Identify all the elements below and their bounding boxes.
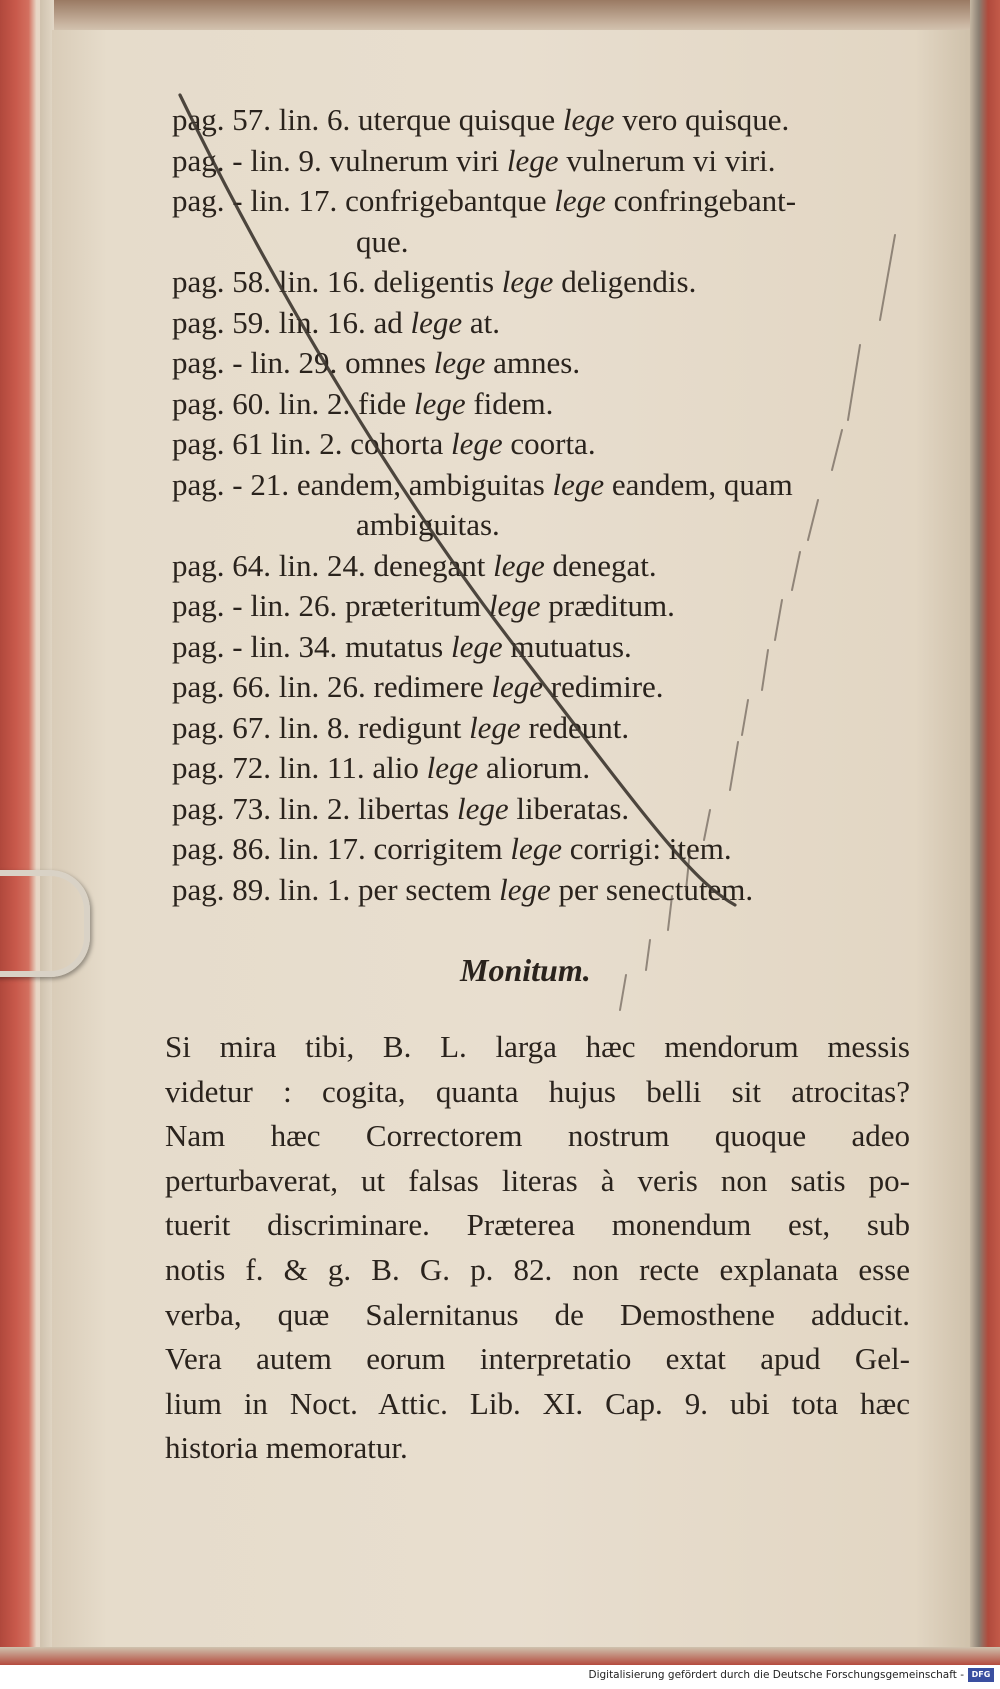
errata-ref: pag. 57. lin. 6.	[172, 102, 351, 137]
errata-lege: lege	[426, 750, 479, 785]
errata-ref: pag. 67. lin. 8.	[172, 709, 351, 745]
errata-right: præditum.	[548, 588, 675, 623]
errata-ref: pag. - lin. 9.	[172, 142, 322, 178]
errata-lege: lege	[491, 669, 544, 704]
book-bottom-edge	[0, 1647, 1000, 1665]
errata-wrong: redigunt	[358, 709, 462, 745]
errata-ref: pag. 60. lin. 2.	[172, 385, 351, 421]
errata-lege: lege	[488, 588, 541, 623]
book-right-edge	[970, 0, 1000, 1665]
errata-ref: pag. - 21.	[172, 466, 290, 502]
errata-row	[172, 546, 657, 586]
errata-right: per senectutem.	[558, 871, 754, 907]
errata-right: denegat.	[552, 547, 657, 583]
book-cover-edge	[0, 0, 52, 1665]
errata-row	[172, 141, 776, 181]
errata-row	[172, 343, 580, 383]
errata-right: confringebant-	[613, 183, 797, 218]
errata-ref: pag. - lin. 26.	[172, 588, 338, 623]
errata-wrong: omnes	[345, 345, 426, 380]
errata-continuation: que.	[356, 223, 409, 259]
errata-lege: lege	[469, 709, 521, 745]
errata-row	[172, 181, 796, 221]
errata-lege: lege	[433, 345, 486, 380]
errata-wrong: per sectem	[358, 871, 492, 907]
monitum-heading: Monitum.	[460, 952, 591, 988]
errata-wrong: eandem, ambiguitas	[296, 466, 545, 502]
monitum-line: videtur : cogita, quanta hujus belli sit atrocitas?	[165, 1073, 910, 1109]
errata-row	[172, 262, 696, 302]
errata-row	[172, 627, 632, 667]
errata-lege: lege	[499, 871, 551, 907]
errata-row	[172, 748, 590, 788]
footer-bar	[0, 1665, 1000, 1689]
errata-right: liberatas.	[516, 790, 630, 826]
monitum-line: perturbaverat, ut falsas literas à veris non satis po-	[165, 1162, 910, 1198]
errata-lege: lege	[552, 466, 605, 502]
footer-credit: Digitalisierung gefördert durch die Deutsche Forschungsgemeinschaft -	[588, 1669, 964, 1681]
errata-row	[172, 870, 753, 910]
errata-wrong: deligentis	[373, 264, 495, 299]
monitum-line: Nam hæc Correctorem nostrum quoque adeo	[165, 1118, 910, 1154]
book-top-edge	[0, 0, 1000, 34]
errata-wrong: fide	[358, 385, 407, 421]
errata-row	[172, 667, 664, 707]
monitum-line: historia memoratur.	[165, 1430, 408, 1466]
errata-ref: pag. 61 lin. 2.	[172, 426, 343, 461]
errata-wrong: mutatus	[345, 628, 444, 664]
errata-ref: pag. 66. lin. 26.	[172, 669, 366, 704]
errata-right: at.	[469, 304, 501, 340]
monitum-line: tuerit discriminare. Præterea monendum est, sub	[165, 1207, 910, 1243]
errata-row	[172, 100, 789, 140]
errata-row	[172, 789, 629, 829]
errata-row	[172, 424, 596, 464]
errata-wrong: corrigitem	[373, 831, 503, 866]
errata-right: eandem, quam	[611, 466, 793, 502]
errata-lege: lege	[501, 264, 554, 299]
errata-right: redimire.	[550, 669, 664, 704]
errata-wrong: denegant	[373, 547, 486, 583]
monitum-line: notis f. & g. B. G. p. 82. non recte explanata esse	[165, 1252, 910, 1287]
errata-lege: lege	[562, 102, 615, 137]
errata-row	[172, 829, 732, 869]
errata-ref: pag. - lin. 17.	[172, 183, 338, 218]
errata-lege: lege	[450, 426, 503, 461]
errata-ref: pag. - lin. 34.	[172, 628, 338, 664]
errata-right: redeunt.	[528, 709, 630, 745]
errata-wrong: præteritum	[345, 588, 482, 623]
errata-wrong: vulnerum viri	[329, 142, 500, 178]
monitum-line: verba, quæ Salernitanus de Demosthene adducit.	[165, 1296, 910, 1332]
errata-wrong: ad	[373, 304, 403, 340]
errata-lege: lege	[554, 183, 606, 218]
errata-wrong: alio	[372, 750, 419, 785]
errata-right: aliorum.	[485, 750, 591, 785]
errata-row	[172, 303, 500, 343]
page-clip	[0, 870, 90, 977]
dfg-logo: DFG	[968, 1668, 994, 1682]
monitum-line: Vera autem eorum interpretatio extat apud Gel-	[165, 1341, 910, 1377]
errata-ref: pag. 64. lin. 24.	[172, 547, 366, 583]
errata-continuation: ambiguitas.	[356, 507, 500, 542]
errata-wrong: uterque quisque	[358, 102, 556, 137]
errata-wrong: redimere	[373, 669, 484, 704]
errata-lege: lege	[510, 831, 563, 866]
errata-ref: pag. 59. lin. 16.	[172, 304, 366, 340]
errata-wrong: confrigebantque	[345, 183, 547, 218]
errata-right: vero quisque.	[622, 102, 790, 137]
errata-right: mutuatus.	[510, 628, 632, 664]
errata-wrong: cohorta	[350, 426, 444, 461]
errata-ref: pag. 58. lin. 16.	[172, 264, 366, 299]
errata-row	[172, 465, 793, 505]
errata-lege: lege	[506, 142, 559, 178]
errata-right: amnes.	[493, 345, 581, 380]
errata-right: coorta.	[510, 426, 596, 461]
errata-right: deligendis.	[561, 264, 697, 299]
errata-right: fidem.	[473, 385, 554, 421]
errata-lege: lege	[457, 790, 509, 826]
errata-right: corrigi: item.	[569, 831, 732, 866]
errata-ref: pag. 89. lin. 1.	[172, 871, 351, 907]
monitum-line: lium in Noct. Attic. Lib. XI. Cap. 9. ubi tota hæc	[165, 1385, 910, 1421]
errata-ref: pag. 73. lin. 2.	[172, 790, 351, 826]
errata-row	[172, 708, 629, 748]
errata-ref: pag. - lin. 29.	[172, 345, 338, 380]
errata-row	[172, 586, 675, 626]
monitum-line: Si mira tibi, B. L. larga hæc mendorum messis	[165, 1029, 910, 1064]
errata-right: vulnerum vi viri.	[566, 142, 776, 178]
errata-ref: pag. 86. lin. 17.	[172, 831, 366, 866]
errata-ref: pag. 72. lin. 11.	[172, 750, 365, 785]
errata-row	[172, 384, 553, 424]
errata-lege: lege	[413, 385, 466, 421]
errata-lege: lege	[493, 547, 545, 583]
errata-wrong: libertas	[358, 790, 450, 826]
errata-lege: lege	[450, 628, 503, 664]
errata-lege: lege	[410, 304, 463, 340]
